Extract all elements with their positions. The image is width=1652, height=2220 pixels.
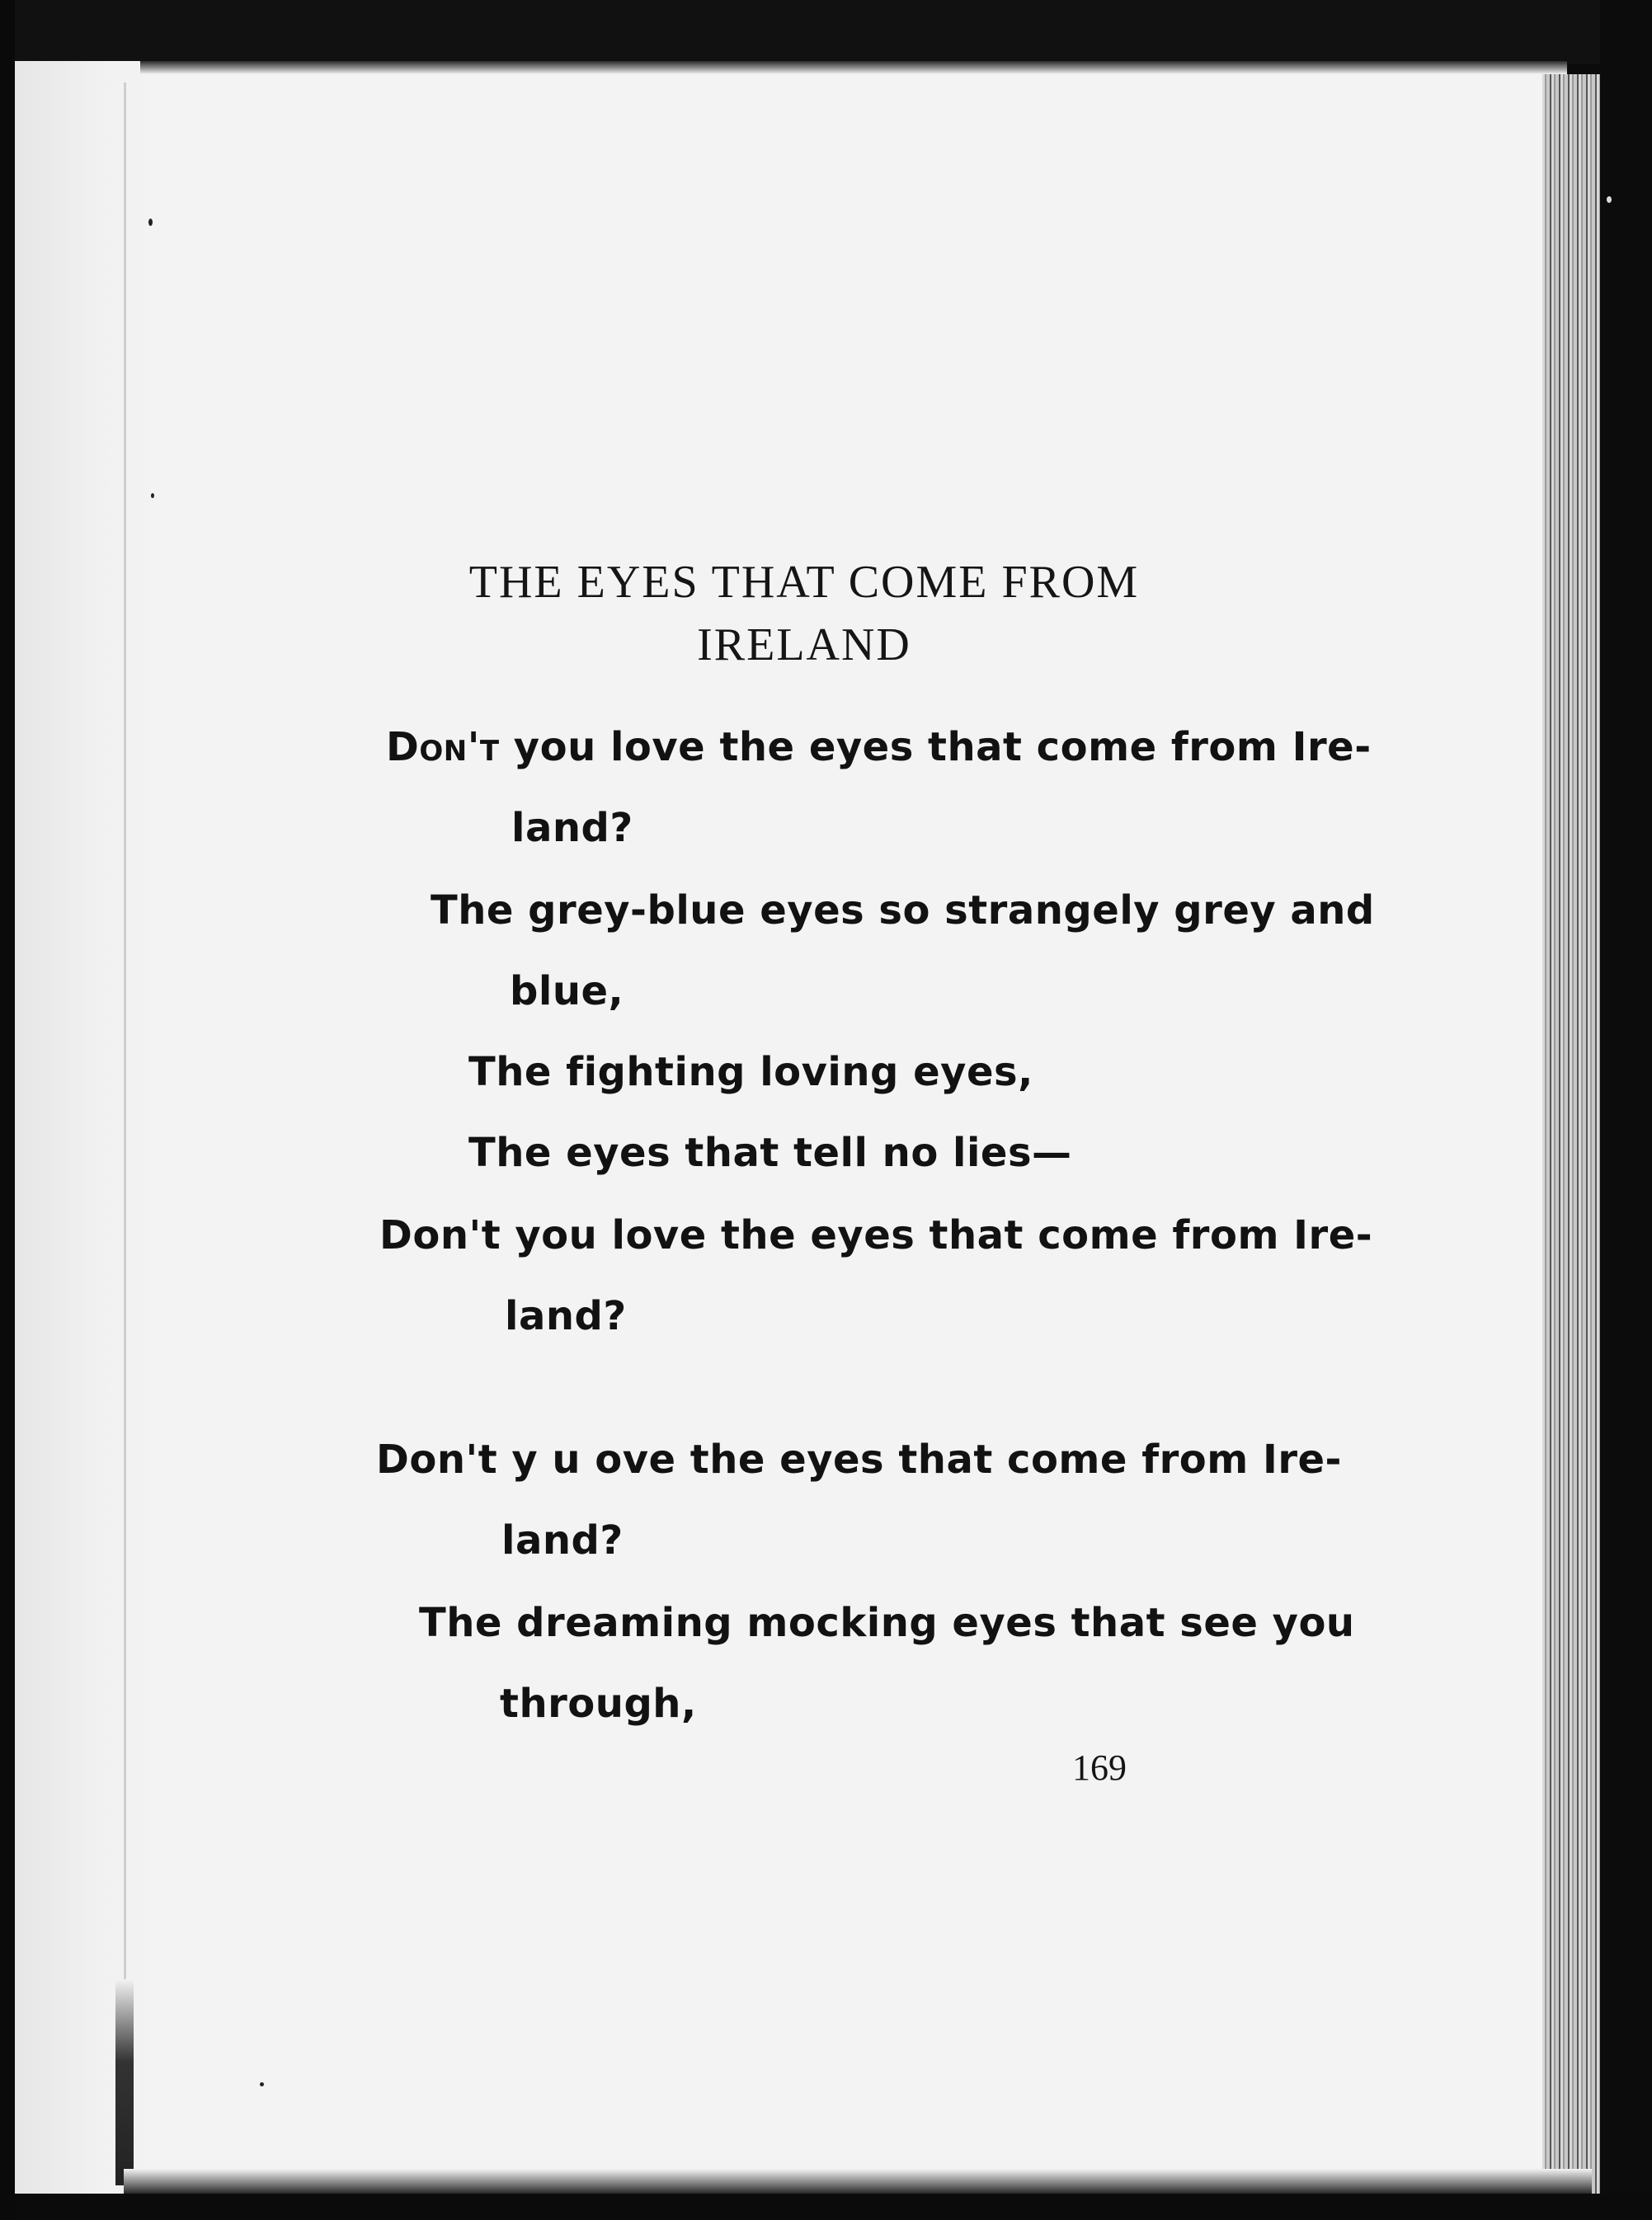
poem-title-line-1: THE EYES THAT COME FROM <box>468 557 1140 608</box>
poem-line: through, <box>500 1681 697 1727</box>
scan-right-border <box>1600 0 1652 2220</box>
ink-speck <box>148 219 153 226</box>
ink-speck <box>260 2082 264 2086</box>
binding-line <box>124 82 126 2194</box>
binding-shadow <box>115 1979 134 2185</box>
poem-line <box>386 724 1372 770</box>
page-paper <box>13 61 1564 2197</box>
poem-line: The grey-blue eyes so strangely grey and <box>431 887 1375 934</box>
bottom-page-edge <box>124 2169 1592 2195</box>
scan-left-border <box>0 0 15 2220</box>
poem-line: The eyes that tell no lies— <box>468 1130 1072 1176</box>
poem-line: land? <box>501 1517 624 1564</box>
ink-speck <box>1607 196 1612 203</box>
poem-line: land? <box>511 805 633 851</box>
poem-title <box>330 551 1278 676</box>
poem-line: Don't y u ove the eyes that come from Ire- <box>376 1437 1342 1483</box>
right-page-edges <box>1542 74 1608 2218</box>
scan-top-border <box>0 0 1652 64</box>
top-page-edge <box>140 61 1567 74</box>
page-number: 169 <box>1072 1747 1127 1788</box>
poem-title-line-2: IRELAND <box>697 619 911 670</box>
poem-line: land? <box>505 1293 627 1339</box>
page-gutter <box>13 61 153 2197</box>
ink-speck <box>151 493 154 498</box>
drop-word: Don't <box>386 724 500 770</box>
poem-line: Don't you love the eyes that come from Ire- <box>379 1212 1373 1258</box>
poem-line: The dreaming mocking eyes that see you <box>419 1600 1355 1646</box>
scan-bottom-border <box>0 2194 1652 2220</box>
poem-line: The fighting loving eyes, <box>468 1049 1033 1095</box>
poem-line: blue, <box>510 968 624 1014</box>
poem-line-text: you love the eyes that come from Ire- <box>499 724 1372 770</box>
